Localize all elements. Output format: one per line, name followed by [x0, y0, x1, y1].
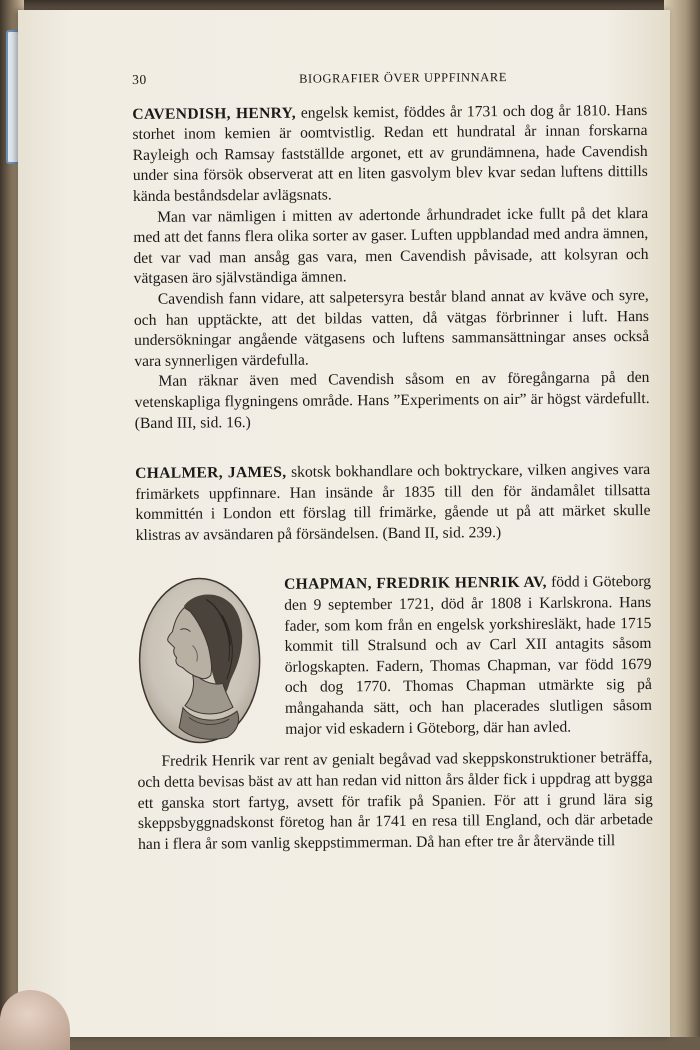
- chapman-portrait-engraving: [136, 575, 263, 746]
- cavendish-paragraph-2: Man var nämligen i mitten av adertonde århundradet icke fullt på det klara med att det fanns flera olika sorter av gaser. Luften uppblandad med andra ämnen, det var vad man ansåg gas vara, men Cavendish påvisade, att kolsyran och vätgasen äro självständiga ämnen.: [133, 204, 649, 288]
- running-title: BIOGRAFIER ÖVER UPPFINNARE: [299, 70, 508, 86]
- entry-name: CHALMER, JAMES,: [135, 463, 287, 483]
- entry-chalmer: [135, 460, 651, 546]
- entry-name: CHAPMAN, FREDRIK HENRIK AV,: [283, 574, 547, 594]
- chalmer-paragraph: CHALMER, JAMES, skotsk bokhandlare och boktryckare, vilken angives vara frimärkets uppfinnare. Han insände år 1835 till den för ändamålet tillsatta kommittén i London ett förslag till frimärke, gående ut på att märket skulle klistras av avsändaren på försändelsen. (Band II, sid. 239.): [135, 461, 651, 544]
- cavendish-paragraph-1: CAVENDISH, HENRY, engelsk kemist, föddes år 1731 och dog år 1810. Hans storhet inom kemien är oomtvistlig. Redan ett hundratal år innan forskarna Rayleigh och Ramsay fastställde argonet, ett av grundämnena, hade Cavendish under sina försök observerat att en liten gasvolym blev kvar sedan luftens dittills kända beståndsdelar avlägsnats.: [132, 101, 648, 205]
- entry-name: CAVENDISH, HENRY,: [132, 104, 297, 123]
- chapman-paragraph-1: CHAPMAN, FREDRIK HENRIK AV, född i Göteborg den 9 september 1721, död år 1808 i Karlskrona. Hans fader, som kom från en engelsk yorkshiresläkt, hade 1715 kommit till Stralsund och av Carl XII antagits såsom örlogskapten. Fadern, Thomas Chapman, var född 1679 och dog 1770. Thomas Chapman utmärkte sig på mångahanda sätt, och han placerades slutligen såsom major vid eskadern i Göteborg, där han avled.: [283, 573, 653, 738]
- entry-chapman: [136, 572, 653, 855]
- page-number: 30: [132, 71, 147, 87]
- chapman-paragraph-2: Fredrik Henrik var rent av genialt begåvad vad skeppskonstruktioner beträffa, och detta bevisas bäst av att han redan vid nitton års ålder fick i uppdrag att bygga ett ganska stort fartyg, avsett för trafik på Spanien. För att i grund lära sig skeppsbyggnadskonst företog han år 1741 en resa till England, och där arbetade han i flera år som vanlig skeppstimmerman. Då han efter tre år återvände till: [137, 749, 653, 853]
- page-content: [132, 66, 653, 885]
- entry-cavendish: [132, 101, 650, 435]
- cavendish-paragraph-3: Cavendish fann vidare, att salpetersyra består bland annat av kväve och syre, och han upptäckte, att det bildas vatten, då vätgas förbrinner i luft. Hans undersökningar angående vätgasens och luftens sammansättningar anses också vara synnerligen värdefulla.: [133, 286, 650, 370]
- running-header: [132, 66, 647, 91]
- cavendish-paragraph-4: Man räknar även med Cavendish såsom en av föregångarna på den vetenskapliga flygningens område. Hans ”Experiments on air” är högst värdefullt. (Band III, sid. 16.): [134, 369, 650, 432]
